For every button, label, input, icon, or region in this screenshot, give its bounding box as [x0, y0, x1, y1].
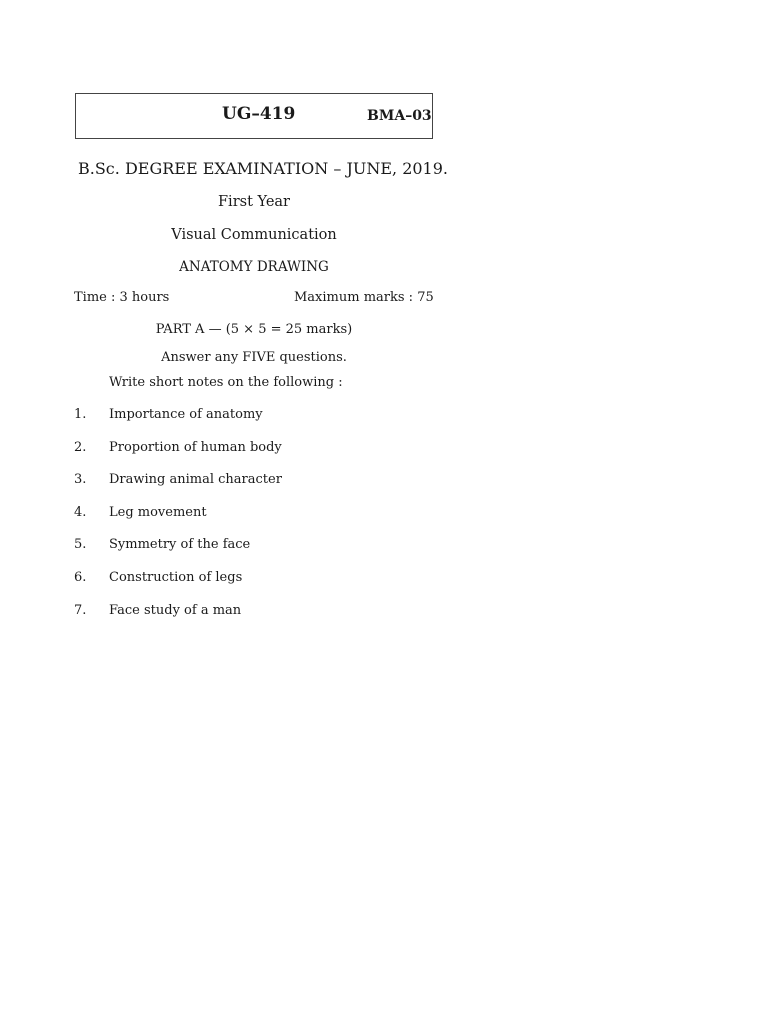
question-text: Leg movement — [109, 504, 207, 520]
department: Visual Communication — [171, 227, 337, 243]
subject-code: BMA–03 — [367, 108, 432, 124]
question-text: Proportion of human body — [109, 439, 282, 455]
maximum-marks: Maximum marks : 75 — [294, 290, 434, 305]
question-number: 1. — [74, 407, 87, 422]
question-number: 3. — [74, 472, 87, 488]
paper-code-box — [75, 93, 433, 139]
exam-title: B.Sc. DEGREE EXAMINATION – JUNE, 2019. — [78, 159, 448, 178]
question-text: Construction of legs — [109, 569, 243, 585]
question-number: 2. — [74, 439, 87, 455]
time-allowed: Time : 3 hours — [74, 290, 170, 305]
question-number: 6. — [74, 569, 87, 585]
question-text: Face study of a man — [109, 602, 242, 618]
section-instruction: Write short notes on the following : — [109, 375, 343, 390]
answer-instruction: Answer any FIVE questions. — [161, 350, 347, 365]
part-heading: PART A — (5 × 5 = 25 marks) — [155, 322, 353, 337]
question-number: 5. — [74, 537, 87, 553]
question-text: Importance of anatomy — [109, 407, 263, 422]
paper-code: UG–419 — [222, 104, 296, 124]
question-number: 7. — [74, 602, 87, 618]
question-text: Drawing animal character — [109, 472, 282, 488]
subject-title: ANATOMY DRAWING — [179, 259, 329, 275]
question-text: Symmetry of the face — [109, 537, 251, 553]
question-number: 4. — [74, 504, 87, 520]
exam-year: First Year — [218, 194, 290, 210]
